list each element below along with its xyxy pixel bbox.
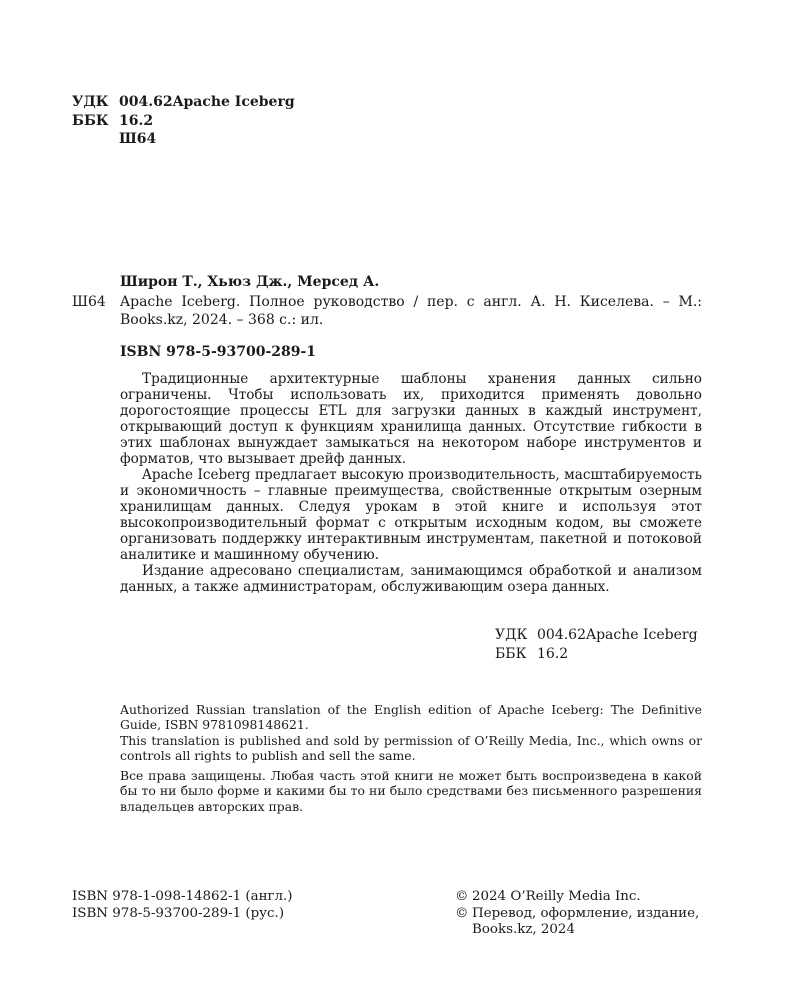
copyright-icon: © <box>455 889 469 904</box>
bbk-label-repeat: ББК <box>495 645 527 662</box>
entry-description: Apache Iceberg. Полное руководство / пер. с англ. А. Н. Киселева. – М.: Books.kz, 2024. – 368 с.: ил. <box>120 294 702 328</box>
rights-english <box>120 702 702 763</box>
annotation <box>120 371 702 595</box>
udk-label: УДК <box>72 94 109 110</box>
author-sign-top: Ш64 <box>119 131 157 147</box>
bbk-row-repeat <box>495 645 698 664</box>
copyright-line-2 <box>455 906 705 939</box>
udk-value-repeat: 004.62Apache Iceberg <box>537 627 698 643</box>
copyright-icon: © <box>455 905 469 921</box>
copyright-line-1 <box>455 889 705 906</box>
rights-english-paragraph: Authorized Russian translation of the English edition of Apache Iceberg: The Definitive Guide, ISBN 9781098148621. <box>120 702 702 733</box>
annotation-paragraph: Традиционные архитектурные шаблоны хранения данных сильно ограничены. Чтобы использовать их, приходится применять довольно дорогостоящие процессы ETL для загрузки данных в каждый инструмент, открывающий доступ к функциям хранилища данных. Отсутствие гибкости в этих шаблонах вынуждает замыкаться на некотором наборе инструментов и форматов, что вызывает дрейф данных. <box>120 371 702 467</box>
bbk-row <box>72 112 295 131</box>
bbk-value: 16.2 <box>119 112 154 129</box>
udk-row-repeat <box>495 626 698 645</box>
bbk-label: ББК <box>72 112 109 129</box>
annotation-paragraph: Apache Iceberg предлагает высокую производительность, масштабируемость и экономичность – главные преимущества, свойственные открытым озерным хранилищам данных. Следуя урокам в этой книге и используя этот высокопроизводительный формат с открытым исходным кодом, вы сможете организовать поддержку интерактивным инструментам, пакетной и потоковой аналитике и машинному обучению. <box>120 467 702 563</box>
copyright-translation: Перевод, оформление, издание, Books.kz, 2024 <box>472 905 700 937</box>
udk-row <box>72 93 295 112</box>
udk-label-repeat: УДК <box>495 627 528 643</box>
isbn-original: ISBN 978-1-098-14862-1 (англ.) <box>72 889 293 904</box>
classification-repeat <box>495 626 698 663</box>
rights-russian: Все права защищены. Любая часть этой книги не может быть воспроизведена в какой бы то ни было форме и какими бы то ни было средствами без письменного разрешения владельцев авторских прав. <box>120 768 702 814</box>
classification-block <box>72 93 295 149</box>
annotation-paragraph: Издание адресовано специалистам, занимающимся обработкой и анализом данных, а также администраторам, обслуживающим озера данных. <box>120 563 702 595</box>
isbn-russian: ISBN 978-5-93700-289-1 (рус.) <box>72 905 285 921</box>
copyright-original: 2024 O’Reilly Media Inc. <box>472 889 641 904</box>
entry-author-sign: Ш64 <box>72 294 106 310</box>
udk-value: 004.62Apache Iceberg <box>119 94 295 110</box>
bbk-value-repeat: 16.2 <box>537 645 569 662</box>
footer-copyright-block <box>455 889 705 939</box>
entry-isbn: ISBN 978-5-93700-289-1 <box>120 344 317 360</box>
author-sign-row <box>72 130 295 149</box>
rights-english-paragraph: This translation is published and sold by permission of O’Reilly Media, Inc., which owns or controls all rights to publish and sell the same. <box>120 732 702 763</box>
entry-authors: Широн Т., Хьюз Дж., Мерсед А. <box>120 274 380 290</box>
footer-isbn-block <box>72 889 293 922</box>
